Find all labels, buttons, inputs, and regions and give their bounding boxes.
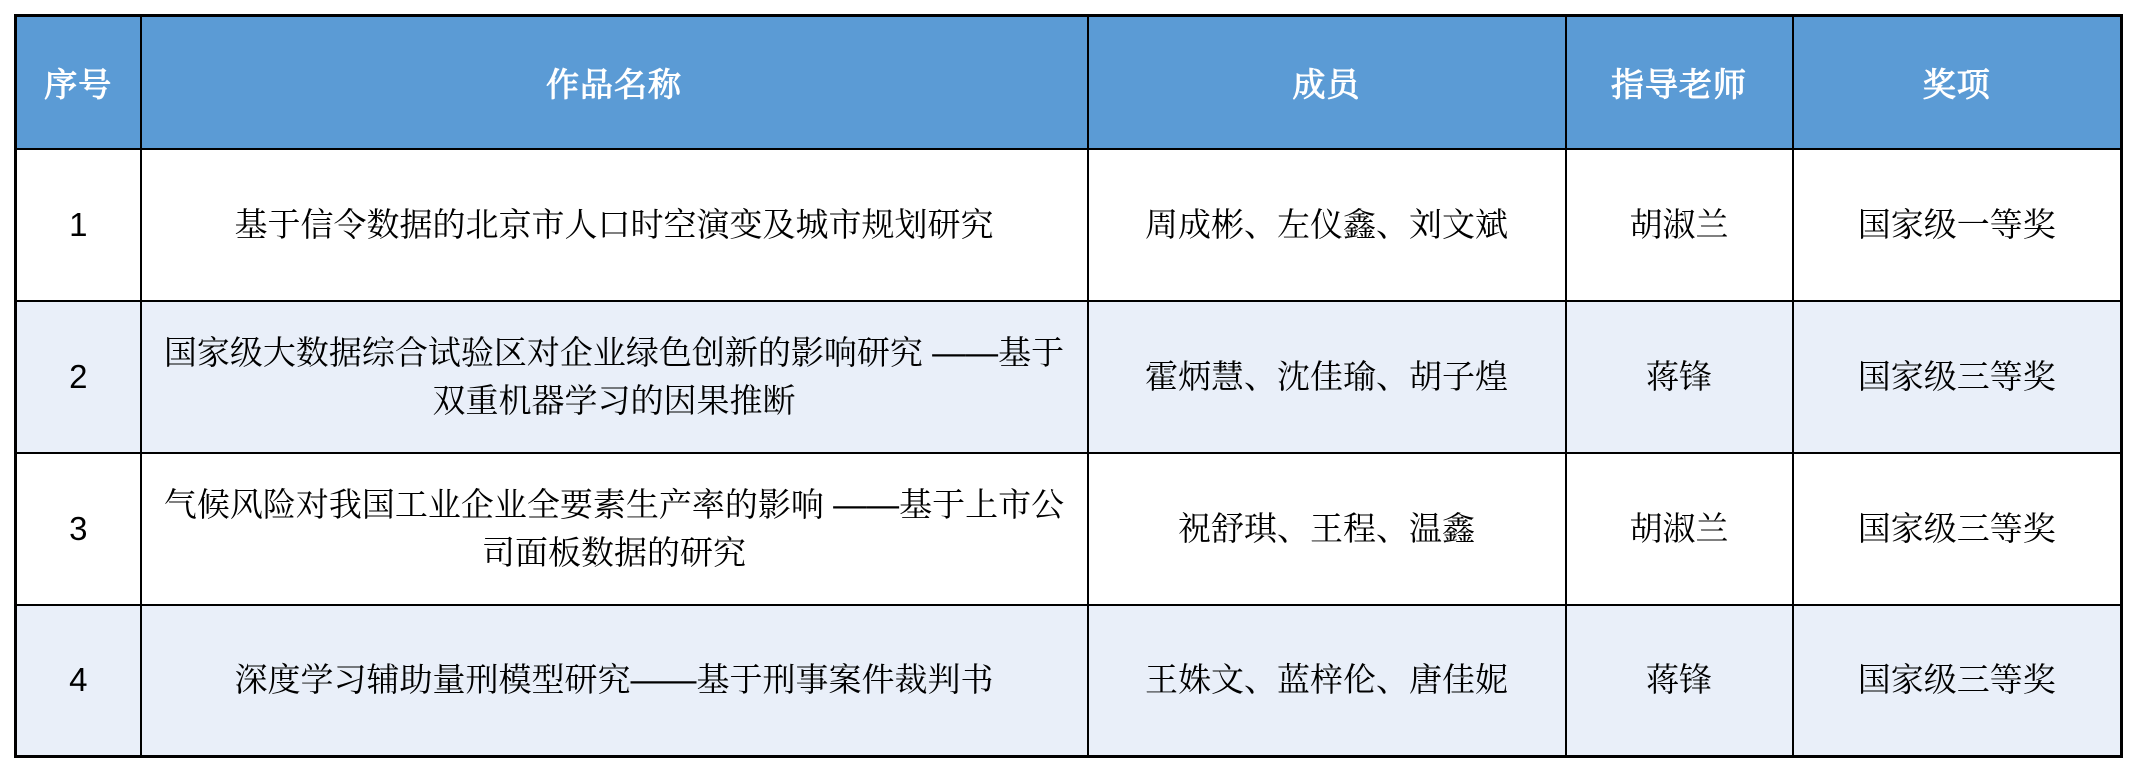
cell-title: 气候风险对我国工业企业全要素生产率的影响 ——基于上市公司面板数据的研究 xyxy=(141,453,1088,605)
table-row xyxy=(16,453,2122,605)
table-body xyxy=(16,149,2122,757)
cell-award: 国家级一等奖 xyxy=(1793,149,2122,301)
cell-award: 国家级三等奖 xyxy=(1793,605,2122,757)
cell-members: 王姝文、蓝梓伦、唐佳妮 xyxy=(1088,605,1566,757)
table-row xyxy=(16,301,2122,453)
cell-title: 基于信令数据的北京市人口时空演变及城市规划研究 xyxy=(141,149,1088,301)
header-cell-title: 作品名称 xyxy=(141,16,1088,149)
cell-index: 3 xyxy=(16,453,141,605)
cell-members: 霍炳慧、沈佳瑜、胡子煌 xyxy=(1088,301,1566,453)
cell-index: 2 xyxy=(16,301,141,453)
table-row xyxy=(16,605,2122,757)
cell-advisor: 蒋锋 xyxy=(1566,605,1793,757)
header-cell-advisor: 指导老师 xyxy=(1566,16,1793,149)
cell-members: 周成彬、左仪鑫、刘文斌 xyxy=(1088,149,1566,301)
cell-title: 深度学习辅助量刑模型研究——基于刑事案件裁判书 xyxy=(141,605,1088,757)
cell-members: 祝舒琪、王程、温鑫 xyxy=(1088,453,1566,605)
cell-advisor: 蒋锋 xyxy=(1566,301,1793,453)
cell-award: 国家级三等奖 xyxy=(1793,301,2122,453)
cell-index: 4 xyxy=(16,605,141,757)
competition-awards-table xyxy=(14,14,2123,758)
cell-advisor: 胡淑兰 xyxy=(1566,453,1793,605)
header-row xyxy=(16,16,2122,149)
cell-award: 国家级三等奖 xyxy=(1793,453,2122,605)
cell-index: 1 xyxy=(16,149,141,301)
header-cell-award: 奖项 xyxy=(1793,16,2122,149)
table-row xyxy=(16,149,2122,301)
cell-advisor: 胡淑兰 xyxy=(1566,149,1793,301)
header-cell-index: 序号 xyxy=(16,16,141,149)
cell-title: 国家级大数据综合试验区对企业绿色创新的影响研究 ——基于双重机器学习的因果推断 xyxy=(141,301,1088,453)
header-cell-members: 成员 xyxy=(1088,16,1566,149)
